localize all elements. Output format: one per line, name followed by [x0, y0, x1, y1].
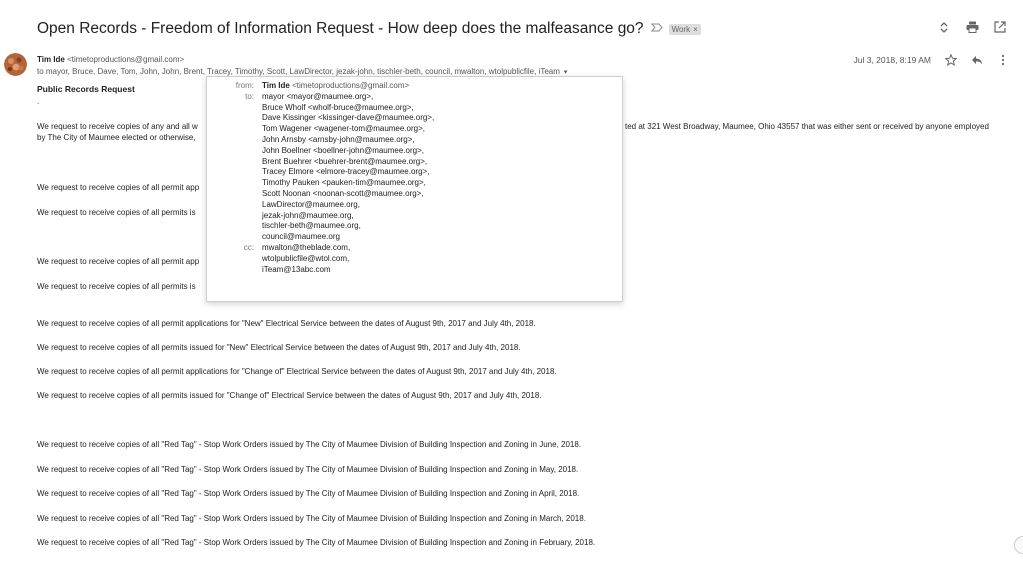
details-to-label: to:	[245, 91, 254, 101]
body-line-red-tag: We request to receive copies of all "Red Tag" - Stop Work Orders issued by The City of Maumee Division of Building Inspection and Zoning in June, 2018.	[37, 440, 582, 449]
recipient: Tom Wagener <wagener-tom@maumee.org>,	[262, 124, 426, 134]
details-to-list	[262, 92, 622, 243]
recipient: Tracey Elmore <elmore-tracey@maumee.org>,	[262, 167, 430, 177]
new-window-icon[interactable]	[993, 20, 1007, 34]
details-cc-label: cc:	[243, 242, 254, 252]
expand-collapse-icon[interactable]	[937, 20, 951, 34]
details-from-email: <timetoproductions@gmail.com>	[292, 81, 410, 90]
body-line: We request to receive copies of all permit applications for "New" Electrical Service between the dates of August 9th, 2017 and July 4th, 2018.	[37, 319, 536, 328]
details-from-name: Tim Ide	[262, 81, 290, 90]
message-date: Jul 3, 2018, 8:19 AM	[853, 55, 931, 65]
recipients-row	[37, 67, 567, 76]
body-line-red-tag: We request to receive copies of all "Red Tag" - Stop Work Orders issued by The City of Maumee Division of Building Inspection and Zoning in March, 2018.	[37, 514, 586, 523]
reply-icon[interactable]	[971, 54, 983, 66]
body-paragraph-first-right: ted at 321 West Broadway, Maumee, Ohio 43557 that was either sent or received by anyone employed	[625, 122, 989, 131]
body-heading: Public Records Request	[37, 84, 135, 94]
details-cc-row	[207, 243, 622, 275]
recipient: Brent Buehrer <buehrer-brent@maumee.org>,	[262, 156, 428, 166]
details-from-row	[207, 81, 622, 92]
body-line-red-tag: We request to receive copies of all "Red Tag" - Stop Work Orders issued by The City of Maumee Division of Building Inspection and Zoning in May, 2018.	[37, 465, 579, 474]
details-cc-list	[262, 243, 622, 275]
body-line-partial: We request to receive copies of all permit app	[37, 183, 200, 192]
body-paragraph-first-cont: by The City of Maumee elected or otherwise,	[37, 133, 196, 142]
sender-email: <timetoproductions@gmail.com>	[67, 55, 185, 64]
thread-actions	[937, 20, 1007, 34]
body-line-partial: We request to receive copies of all permits is	[37, 208, 196, 217]
body-paragraph-first-left: We request to receive copies of any and all w	[37, 122, 198, 131]
more-vert-icon[interactable]	[997, 54, 1009, 66]
body-line: We request to receive copies of all permit applications for "Change of" Electrical Service between the dates of August 9th, 2017 and July 4th, 2018.	[37, 367, 557, 376]
body-line: We request to receive copies of all permits issued for "Change of" Electrical Service between the dates of August 9th, 2017 and July 4th, 2018.	[37, 391, 542, 400]
star-icon[interactable]	[945, 54, 957, 66]
recipient: council@maumee.org	[262, 232, 340, 242]
cc-recipient: wtolpublicfile@wtol.com,	[262, 253, 350, 263]
recipient: LawDirector@maumee.org,	[262, 199, 360, 209]
show-details-caret-icon[interactable]: ▾	[563, 69, 568, 76]
important-marker-icon[interactable]	[651, 23, 663, 35]
print-icon[interactable]	[965, 20, 979, 34]
sender-name[interactable]: Tim Ide	[37, 55, 65, 64]
side-panel-toggle[interactable]	[1014, 536, 1023, 554]
details-from-label: from:	[235, 81, 254, 90]
recipient: John Arnsby <arnsby-john@maumee.org>,	[262, 134, 415, 144]
remove-label-icon[interactable]: ×	[693, 24, 698, 34]
email-subject: Open Records - Freedom of Information Request - How deep does the malfeasance go?	[37, 20, 644, 37]
recipient: Scott Noonan <noonan-scott@maumee.org>,	[262, 188, 424, 198]
subject-row	[37, 18, 701, 40]
message-meta	[854, 54, 1010, 66]
recipient: tischler-beth@maumee.org,	[262, 221, 361, 231]
recipient: mayor <mayor@maumee.org>,	[262, 91, 374, 101]
body-line-red-tag: We request to receive copies of all "Red Tag" - Stop Work Orders issued by The City of Maumee Division of Building Inspection and Zoning in February, 2018.	[37, 538, 596, 547]
details-to-row	[207, 92, 622, 243]
recipient: jezak-john@maumee.org,	[262, 210, 354, 220]
body-dot: .	[37, 97, 40, 106]
recipients-summary: to mayor, Bruce, Dave, Tom, John, John, Brent, Tracey, Timothy, Scott, LawDirector, jezak-john, tischler-beth, council, mwalton, wtolpublicfile, iTeam	[37, 67, 560, 76]
body-line-red-tag: We request to receive copies of all "Red Tag" - Stop Work Orders issued by The City of Maumee Division of Building Inspection and Zoning in April, 2018.	[37, 489, 580, 498]
recipient: Timothy Pauken <pauken-tim@maumee.org>,	[262, 178, 426, 188]
avatar[interactable]	[4, 53, 27, 76]
cc-recipient: mwalton@theblade.com,	[262, 242, 351, 252]
label-chip-work[interactable]	[669, 24, 701, 35]
body-line-partial: We request to receive copies of all permit app	[37, 257, 200, 266]
recipient-details-popup	[206, 76, 623, 302]
recipient: Dave Kissinger <kissinger-dave@maumee.org>,	[262, 113, 435, 123]
sender-row	[37, 55, 184, 64]
cc-recipient: iTeam@13abc.com	[262, 264, 331, 274]
body-line-partial: We request to receive copies of all permits is	[37, 282, 196, 291]
label-chip-text: Work	[671, 24, 691, 34]
body-line: We request to receive copies of all permits issued for "New" Electrical Service between the dates of August 9th, 2017 and July 4th, 2018.	[37, 343, 521, 352]
recipient: Bruce Wholf <wholf-bruce@maumee.org>,	[262, 102, 414, 112]
recipient: John Boellner <boellner-john@maumee.org>,	[262, 145, 424, 155]
